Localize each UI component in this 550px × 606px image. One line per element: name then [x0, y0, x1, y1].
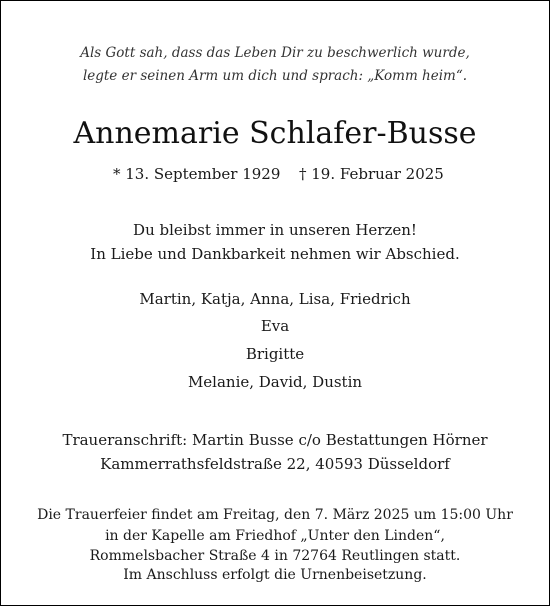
verse-line-2: legte er seinen Arm um dich und sprach: „Komm heim“. [82, 68, 468, 84]
farewell-line-2: In Liebe und Dankbarkeit nehmen wir Abschied. [90, 245, 460, 263]
farewell-line-1: Du bleibst immer in unseren Herzen! [133, 221, 417, 239]
verse-line-1: Als Gott sah, dass das Leben Dir zu beschwerlich wurde, [80, 45, 470, 61]
ceremony-line-1: Die Trauerfeier findet am Freitag, den 7. März 2025 um 15:00 Uhr [37, 507, 513, 523]
mourner-names: Martin, Katja, Anna, Lisa, Friedrich [139, 290, 411, 308]
ceremony-line-2: in der Kapelle am Friedhof „Unter den Linden“, [105, 528, 445, 544]
ceremony-line-4: Im Anschluss erfolgt die Urnenbeisetzung. [123, 567, 427, 583]
ceremony-line-3: Rommelsbacher Straße 4 in 72764 Reutlingen statt. [89, 548, 461, 564]
life-dates [0, 165, 550, 185]
deceased-name: Annemarie Schlafer-Busse [73, 116, 477, 151]
death-date: † 19. Februar 2025 [299, 165, 444, 183]
mourner-names: Melanie, David, Dustin [187, 373, 363, 391]
birth-date: * 13. September 1929 [113, 165, 281, 183]
mourning-address-line-2: Kammerrathsfeldstraße 22, 40593 Düsseldorf [100, 455, 450, 473]
mourner-names: Eva [260, 317, 290, 335]
mourner-names: Brigitte [245, 345, 305, 363]
mourning-address-line-1: Traueranschrift: Martin Busse c/o Bestattungen Hörner [62, 431, 488, 449]
